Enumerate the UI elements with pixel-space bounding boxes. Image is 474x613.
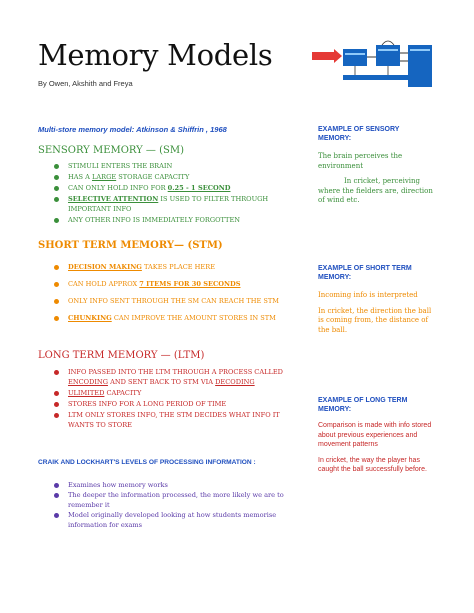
sensory-example-heading: EXAMPLE OF SENSORY MEMORY: (318, 126, 400, 142)
bullet-icon (54, 493, 59, 498)
list-item: CAN HOLD APPROX 7 ITEMS FOR 30 SECONDS (52, 279, 292, 289)
list-item: ONLY INFO SENT THROUGH THE SM CAN REACH THE STM (52, 296, 292, 306)
list-item: ANY OTHER INFO IS IMMEDIATELY FORGOTTEN (52, 215, 292, 225)
page-title: Memory Models (38, 38, 273, 72)
stm-example-text: Incoming info is interpreted In cricket, the direction the ball is coming from, the distance of the ball. (318, 291, 432, 334)
sensory-memory-heading: SENSORY MEMORY — (SM) (38, 145, 185, 156)
bullet-icon (54, 316, 59, 321)
list-item: STORES INFO FOR A LONG PERIOD OF TIME (52, 399, 297, 409)
list-item: The deeper the information processed, the more likely we are to remember it (52, 490, 302, 510)
list-item: LTM ONLY STORES INFO, THE STM DECIDES WHAT INFO IT WANTS TO STORE (52, 410, 297, 430)
stm-example-heading: EXAMPLE OF SHORT TERM MEMORY: (318, 265, 412, 281)
short-term-memory-list (52, 262, 292, 330)
short-term-memory-heading: SHORT TERM MEMORY— (STM) (38, 240, 223, 251)
bullet-icon (54, 391, 59, 396)
bullet-icon (54, 164, 59, 169)
bullet-icon (54, 265, 59, 270)
list-item: ULIMITED CAPACITY (52, 388, 297, 398)
bullet-icon (54, 402, 59, 407)
bullet-icon (54, 413, 59, 418)
bullet-icon (54, 513, 59, 518)
list-item: Examines how memory works (52, 480, 302, 490)
list-item: INFO PASSED INTO THE LTM THROUGH A PROCESS CALLED ENCODING AND SENT BACK TO STM VIA DECODING (52, 367, 297, 387)
bullet-icon (54, 218, 59, 223)
list-item: CHUNKING CAN IMPROVE THE AMOUNT STORES IN STM (52, 313, 292, 323)
bullet-icon (54, 299, 59, 304)
long-term-memory-heading: LONG TERM MEMORY — (LTM) (38, 350, 205, 361)
craik-lockhart-heading: CRAIK AND LOCKHART'S LEVELS OF PROCESSING INFORMATION : (38, 459, 256, 466)
long-term-memory-list (52, 367, 297, 431)
list-item: Model originally developed looking at how students memorise information for exams (52, 510, 302, 530)
bullet-icon (54, 370, 59, 375)
list-item: DECISION MAKING TAKES PLACE HERE (52, 262, 292, 272)
byline: By Owen, Akshith and Freya (38, 79, 133, 88)
list-item: SELECTIVE ATTENTION IS USED TO FILTER THROUGH IMPORTANT INFO (52, 194, 292, 214)
sensory-memory-list (52, 161, 292, 226)
list-item: STIMULI ENTERS THE BRAIN (52, 161, 292, 171)
sensory-example-text: The brain perceives the environment In cricket, perceiving where the fielders are, direction of wind etc. (318, 152, 433, 204)
bullet-icon (54, 186, 59, 191)
multistore-subheading: Multi-store memory model: Atkinson & Shiffrin , 1968 (38, 125, 227, 134)
ltm-example-heading: EXAMPLE OF LONG TERM MEMORY: (318, 397, 408, 413)
bullet-icon (54, 282, 59, 287)
bullet-icon (54, 175, 59, 180)
craik-lockhart-list (52, 480, 302, 530)
bullet-icon (54, 483, 59, 488)
list-item: HAS A LARGE STORAGE CAPACITY (52, 172, 292, 182)
bullet-icon (54, 197, 59, 202)
ltm-example-text: Comparison is made with info stored about previous experiences and movement patterns In cricket, the way the player has caught the ball successfully before. (318, 422, 432, 473)
list-item: CAN ONLY HOLD INFO FOR 0.25 - 1 SECOND (52, 183, 292, 193)
memory-model-diagram-image (312, 37, 442, 95)
